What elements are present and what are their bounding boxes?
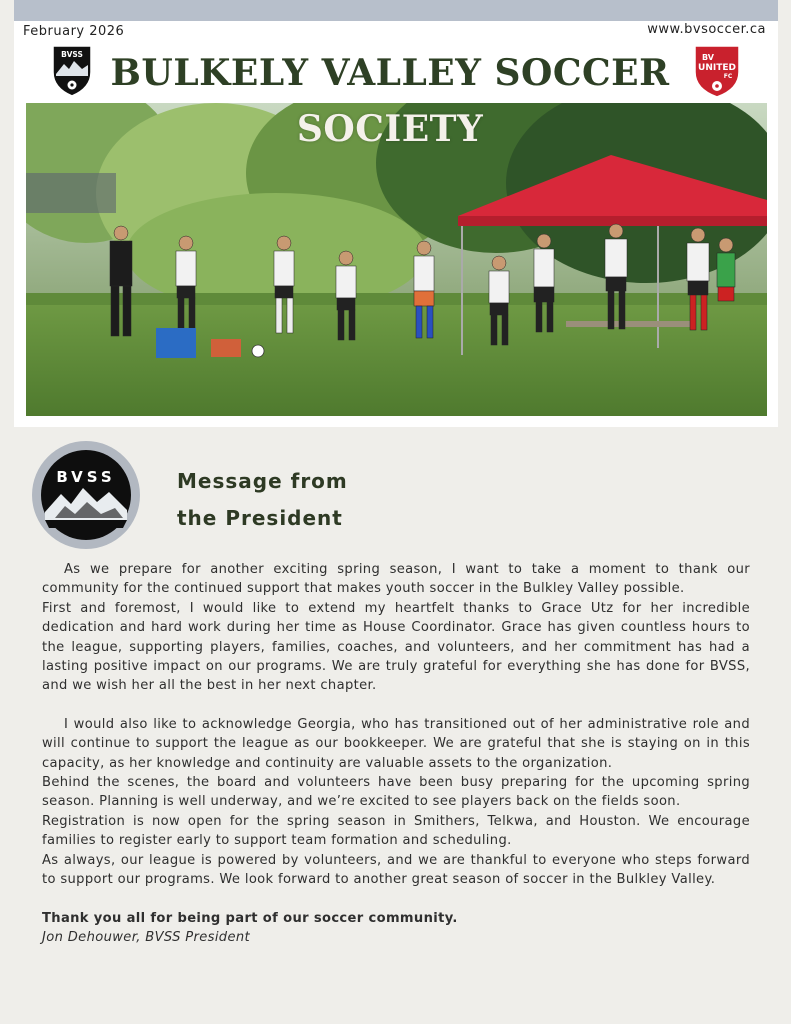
newsletter-title-line2: SOCIETY (296, 108, 484, 150)
paragraph-6: As always, our league is powered by volunteers, and we are thankful to everyone who steps forward to support our programs. We look forward to another great season of soccer in the Bulkley Valley. (42, 852, 750, 888)
paragraph-3: I would also like to acknowledge Georgia, who has transitioned out of her administrative role and will continue to support the league as our bookkeeper. We are grateful that she is staying on in this capacity, as her knowledge and continuity are valuable assets to the organization. (42, 716, 750, 771)
message-heading-line2: the President (177, 506, 343, 530)
paragraph-1: As we prepare for another exciting spring season, I want to take a moment to thank our community for the continued support that makes youth soccer in the Bulkley Valley possible. (42, 562, 750, 597)
message-heading-line1: Message from (177, 469, 348, 493)
closing-line: Thank you all for being part of our soccer community. (42, 910, 458, 926)
paragraph-2: First and foremost, I would like to extend my heartfelt thanks to Grace Utz for her incredible dedication and hard work during her time as House Coordinator. Grace has given countless hours to the league, supporting players, families, coaches, and volunteers, and her commitment has had a lasting positive impact on our programs. We are truly grateful for everything she has done for BVSS, and we wish her all the best in her next chapter. (42, 600, 750, 694)
bv-logo-text: BV (702, 53, 714, 62)
paragraph-5: Registration is now open for the spring season in Smithers, Telkwa, and Houston. We encourage families to register early to support team formation and scheduling. (42, 813, 750, 849)
fc-logo-text: FC (723, 73, 733, 80)
signature: Jon Dehouwer, BVSS President (42, 929, 251, 945)
newsletter-title: BULKELY VALLEY SOCCER (110, 52, 670, 94)
united-logo-text: UNITED (698, 63, 736, 73)
newsletter-date: February 2026 (23, 24, 125, 39)
bvss-circle-badge (31, 440, 141, 550)
message-body (42, 560, 750, 947)
bvss-logo-text: BVSS (61, 50, 83, 59)
message-heading (177, 463, 437, 537)
top-bar (14, 0, 778, 21)
website-link[interactable]: www.bvsoccer.ca (647, 22, 766, 37)
paragraph-4: Behind the scenes, the board and volunteers have been busy preparing for the upcoming spring season. Planning is well underway, and we’re excited to see players back on the fields soon. (42, 775, 750, 810)
badge-text: BVSS (56, 468, 116, 486)
